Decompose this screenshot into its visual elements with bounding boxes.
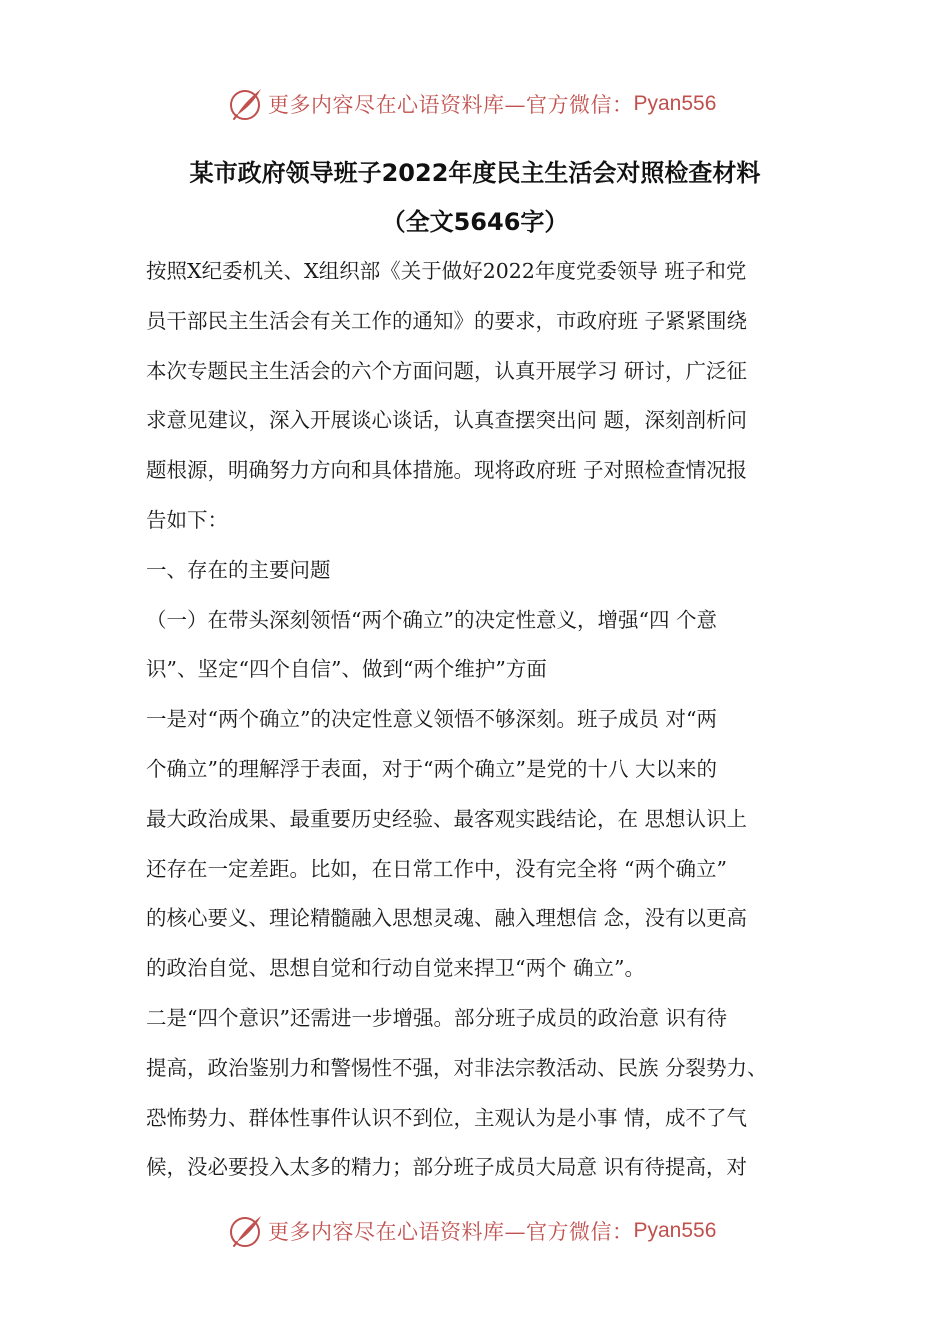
body-line: 本次专题民主生活会的六个方面问题，认真开展学习 研讨，广泛征 bbox=[146, 358, 748, 383]
footer-watermark bbox=[228, 1211, 716, 1251]
watermark-wechat-id: Pyan556 bbox=[633, 1219, 717, 1242]
quill-logo-icon bbox=[228, 1213, 264, 1249]
body-line: 个确立”的理解浮于表面，对于“两个确立”是党的十八 大以来的 bbox=[146, 756, 717, 781]
body-line: 按照X纪委机关、X组织部《关于做好2022年度党委领导 班子和党 bbox=[146, 259, 747, 283]
body-line: 的核心要义、理论精髓融入思想灵魂、融入理想信 念，没有以更高 bbox=[146, 906, 748, 931]
body-line: 候，没必要投入太多的精力；部分班子成员大局意 识有待提高，对 bbox=[146, 1155, 748, 1180]
header-watermark bbox=[228, 84, 716, 124]
body-line: 二是“四个意识”还需进一步增强。部分班子成员的政治意 识有待 bbox=[146, 1005, 727, 1030]
body-line: （一）在带头深刻领悟“两个确立”的决定性意义，增强“四 个意 bbox=[146, 607, 717, 632]
body-line: 还存在一定差距。比如，在日常工作中，没有完全将 “两个确立” bbox=[146, 856, 727, 881]
watermark-text: 更多内容尽在心语资料库—官方微信： bbox=[268, 93, 634, 117]
section-heading: 一、存在的主要问题 bbox=[146, 557, 331, 582]
body-line: 员干部民主生活会有关工作的通知》的要求，市政府班 子紧紧围绕 bbox=[146, 308, 748, 333]
body-line: 求意见建议，深入开展谈心谈话，认真查摆突出问 题，深刻剖析问 bbox=[146, 408, 748, 433]
document-title: 某市政府领导班子2022年度民主生活会对照检查材料 bbox=[189, 159, 761, 187]
watermark-text: 更多内容尽在心语资料库—官方微信： bbox=[268, 1220, 634, 1244]
body-line: 识”、坚定“四个自信”、做到“两个维护”方面 bbox=[146, 657, 547, 682]
quill-logo-icon bbox=[228, 86, 264, 122]
document-body bbox=[146, 247, 826, 1193]
body-line: 的政治自觉、思想自觉和行动自觉来捍卫“两个 确立”。 bbox=[146, 956, 645, 981]
body-line: 告如下： bbox=[146, 507, 228, 532]
watermark-wechat-id: Pyan556 bbox=[633, 92, 717, 115]
body-line: 最大政治成果、最重要历史经验、最客观实践结论，在 思想认识上 bbox=[146, 806, 748, 831]
body-line: 题根源，明确努力方向和具体措施。现将政府班 子对照检查情况报 bbox=[146, 458, 748, 483]
document-subtitle: （全文5646字） bbox=[381, 208, 569, 236]
body-line: 恐怖势力、群体性事件认识不到位，主观认为是小事 情，成不了气 bbox=[146, 1105, 748, 1130]
body-line: 提高，政治鉴别力和警惕性不强，对非法宗教活动、民族 分裂势力、 bbox=[146, 1055, 768, 1080]
body-line: 一是对“两个确立”的决定性意义领悟不够深刻。班子成员 对“两 bbox=[146, 707, 717, 732]
